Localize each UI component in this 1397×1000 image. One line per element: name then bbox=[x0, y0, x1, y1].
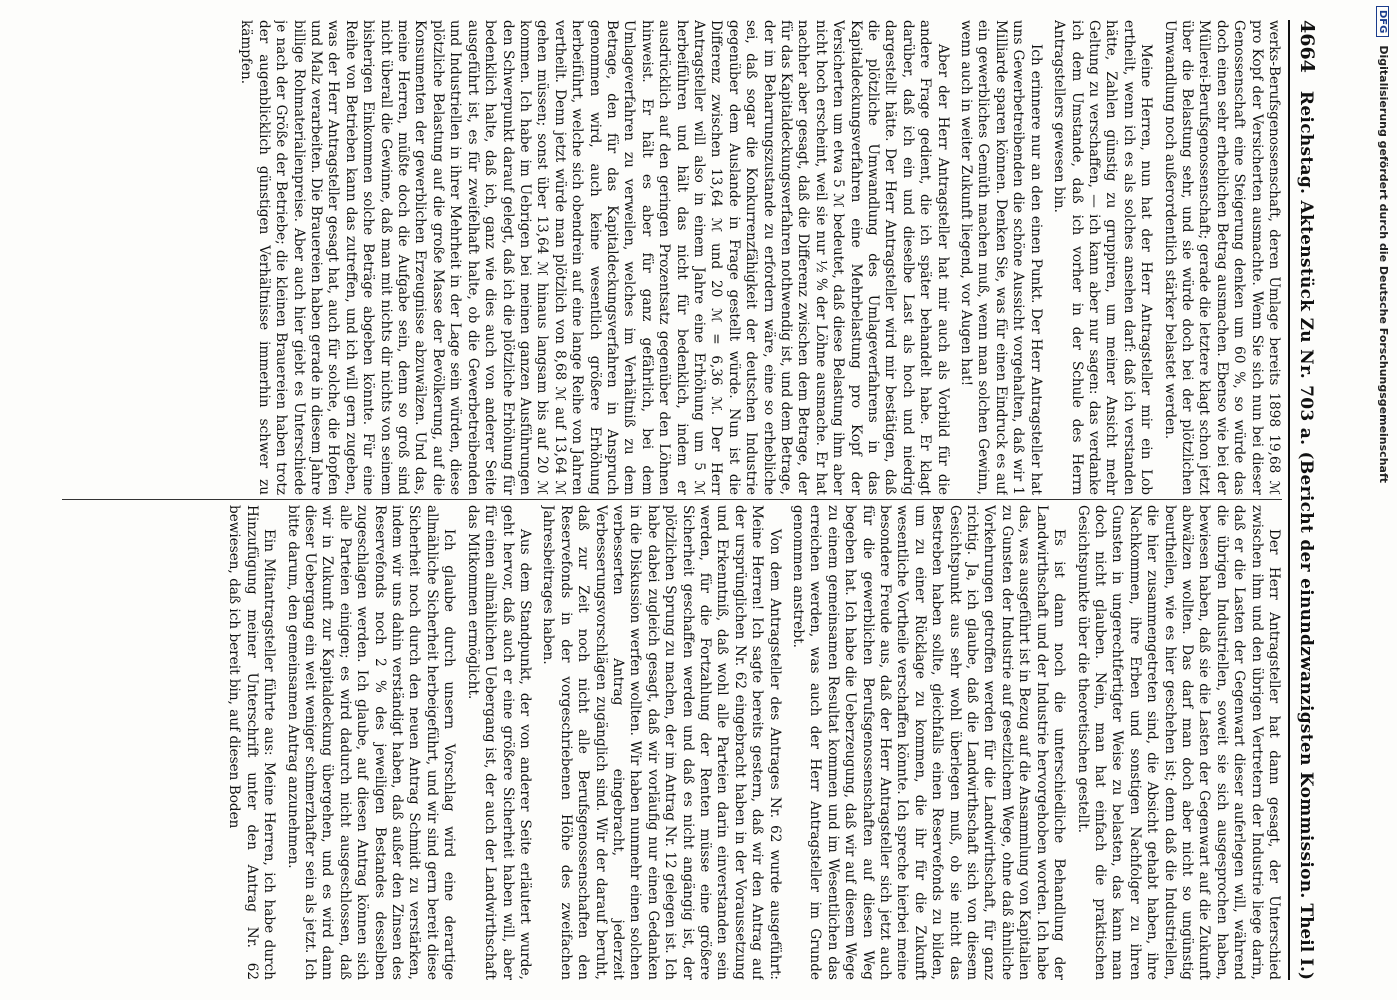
right-column bbox=[62, 505, 1282, 980]
paragraph: Ein Mitantragsteller führte aus: Meine Herren, ich habe durch Hinzufügung meiner Unterschrift unter den Antrag Nr. 62 bewiesen, daß ich bereit bin, auf diesen Boden bbox=[226, 505, 278, 980]
paragraph: Meine Herren, nun hat der Herr Antragsteller mir ein Lob ertheilt, wenn ich es als solches ansehen darf: daß ich verstanden hätte, Zahlen günstig zu gruppiren, um meiner Ansicht mehr Geltung zu verschaffen, — ich kann aber nur sagen: das verdanke ich dem Umstande, daß ich vorher in der Schule des Herrn Antragstellers gewesen bin. bbox=[1051, 20, 1155, 495]
page-number: 4664 bbox=[1296, 20, 1318, 73]
paragraph: Der Herr Antragsteller hat dann gesagt, der Unterschied zwischen ihm und den übrigen Vertretern der Industrie liege darin, daß er die Lasten der Gegenwart dieser auferlegen will, während die übrigen Industriellen, soweit sie sich ausgesprochen haben, bewiesen haben, daß sie die Lasten der Gegenwart auf die Zukunft abwälzen wollten. Das darf man doch aber nicht so ungünstig beurtheilen, wie es hier geschehen ist; denn daß die Industriellen, die hier zusammengetreten sind, die Absicht gehabt haben, ihre Nachkommen, ihre Erben und sonstigen Nachfolger zu ihren Gunsten in ungerechtfertigter Weise zu belasten, das kann man doch nicht glauben. Nein, man hat einfach die praktischen Gesichtspunkte über die theoretischen gestellt. bbox=[1074, 505, 1282, 980]
dfg-logo: DFG bbox=[1376, 6, 1389, 37]
credit-text: Digitalisierung gefördert durch die Deutsche Forschungsgemeinschaft bbox=[1377, 45, 1390, 484]
paragraph: Aber der Herr Antragsteller hat mir auch als Vorbild für die andere Frage gedient, die ich später behandelt habe. Er klagt darüber, daß ich ein und dieselbe Last als hoch und niedrig dargestellt hätte. Der Herr Antragsteller wird mir bestätigen, daß die plötzliche Umwandlung des Umlageverfahrens in das Kapitaldeckungsverfahren eine Mehrbelastung pro Kopf der Versicherten um etwa 5 ℳ bedeutet, daß diese Belastung ihm aber nicht hoch erscheint, weil sie nur ½ % der Löhne ausmache. Er hat nachher aber gesagt, daß die Differenz zwischen dem Betrage, der für das Kapitaldeckungsverfahren nothwendig ist, und dem Betrage, der im Beharrungszustande zu erfordern wäre, eine so erhebliche sei, daß sogar die Konkurrenzfähigkeit der deutschen Industrie gegenüber dem Auslande in Frage gestellt würde. Nun ist die Differenz zwischen 13,64 ℳ und 20 ℳ = 6,36 ℳ. Der Herr Antragsteller will also in einem Jahre eine Erhöhung um 5 ℳ herbeiführen und hält das nicht für bedenklich, indem er ausdrücklich auf den geringen Prozentsatz gegenüber den Löhnen hinweist. Er hält es aber für ganz gefährlich, bei dem Umlageverfahren zu verweilen, welches im Verhältniß zu dem Betrage, den für das Kapitaldeckungsverfahren in Anspruch genommen wird, auch keine wesentlich größere Erhöhung herbeiführt, welche sich obendrein auf eine lange Reihe von Jahren vertheilt. Denn jetzt würde man plötzlich von 8,68 ℳ auf 13,64 ℳ gehen müssen; sonst über 13,64 ℳ hinaus langsam bis auf 20 ℳ kommen. Ich habe im Uebrigen bei meinen ganzen Ausführungen den Schwerpunkt darauf gelegt, daß ich die plötzliche Erhöhung für bedenklich halte, daß ich, ganz wie dies auch von anderer Seite ausgeführt ist, es für zweifelhaft halte, ob die Gewerbetreibenden und Industriellen in ihrer Mehrheit in der Lage sein würden, diese plötzliche Belastung auf die große Masse der Bevölkerung, auf die Konsumenten der gewerblichen Erzeugnisse abzuwälzen. Und das, meine Herren, müßte doch die Aufgabe sein, denn so groß sind nicht überall die Gewinne, daß man mit nichts dir nichts von seinem bisherigen Einkommen solche Beträge abgeben könnte. Für eine Reihe von Betrieben kann das zutreffen, und ich will gern zugeben, was der Herr Antragsteller gesagt hat, auch für solche, die Hopfen und Malz verarbeiten. Die Brauereien haben gerade in diesem Jahre billige Rohmaterialienpreise. Aber auch hier giebt es Unterschiede je nach der Größe der Betriebe; die kleinen Brauereien haben trotz der augenblicklich günstigen Verhältnisse immerhin schwer zu kämpfen. bbox=[238, 20, 951, 495]
column-divider bbox=[62, 495, 1282, 505]
part-label: Theil I.) bbox=[1296, 903, 1316, 980]
paragraph: Es ist dann noch die unterschiedliche Behandlung der Landwirthschaft und der Industrie hervorgehoben worden. Ich habe das, was ausgeführt ist in Bezug auf die Ansammlung von Kapitalien zu Gunsten der Industrie auf gesetzlichem Wege, ohne daß ähnliche Vorkehrungen getroffen werden für die Landwirthschaft, für ganz richtig. Ja, ich glaube, daß die Landwirthschaft sich von diesem Gesichtspunkt aus sehr wohl überlegen muß, ob sie nicht das Bestreben haben sollte, gleichfalls einen Reservefonds zu bilden, um zu einer Rücklage zu kommen, die ihr für die Zukunft wesentliche Vortheile verschaffen könnte. Ich spreche hierbei meine besondere Freude aus, daß der Herr Antragsteller sich jetzt auch für die gewerblichen Berufsgenossenschaften auf diesen Weg begeben hat. Ich habe die Ueberzeugung, daß wir auf diesem Wege zu einem gemeinsamen Resultat kommen und im Wesentlichen das erreichen werden, was auch der Herr Antragsteller im Grunde genommen anstrebt. bbox=[790, 505, 1068, 980]
paragraph: Von dem Antragsteller des Antrages Nr. 62 wurde ausgeführt: Meine Herren! Ich sagte bereits gestern, daß wir den Antrag auf der ursprünglichen Nr. 62 eingebracht haben in der Voraussetzung und Erkenntniß, daß wohl alle Parteien darin einverstanden sein werden, für die Fortzahlung der Renten müsse eine größere Sicherheit geschaffen werden und daß es nicht angängig ist, der plötzlichen Sprung zu machen, der im Antrag Nr. 12 gelegen ist. Ich habe dabei zugleich gesagt, daß wir vorläufig nur einen Gedanken in die Diskussion werfen wollten. Wir haben nunmehr einen solchen verbesserten Antrag eingebracht, jederzeit Verbesserungsvorschlägen zugänglich sind. Wir der darauf beruht, daß zur Zeit noch nicht alle Berufsgenossenschaften den Reservefonds in der vorgeschriebenen Höhe des zweifachen Jahresbeitrages haben. bbox=[540, 505, 783, 980]
paragraph: Ich erinnere nur an den einen Punkt. Der Herr Antragsteller hat uns Gewerbetreibenden die schöne Aussicht vorgehalten, daß wir 1 Milliarde sparen können. Denken Sie, was für einen Eindruck es auf ein gewerbliches Gemüth machen muß, wenn man solchen Gewinn, wenn auch in weiter Zukunft liegend, vor Augen hat! bbox=[958, 20, 1044, 495]
text-columns bbox=[62, 20, 1282, 980]
page-header bbox=[1288, 20, 1340, 980]
left-column bbox=[62, 20, 1282, 495]
rotated-page-content bbox=[50, 20, 1340, 980]
digitization-credit bbox=[1372, 6, 1394, 994]
paragraph: Ich glaube durch unsern Vorschlag wird eine derartige allmähliche Sicherheit herbeigeführt, und wir sind gern bereit diese Sicherheit noch durch den neuen Antrag Schmidt zu verstärken, indem wir uns dahin verständigt haben, daß außer den Zinsen des Reservefonds noch 2 % des jeweiligen Bestandes desselben zugeschlagen werden. Ich glaube, auf diesen Antrag können sich alle Parteien einigen; es wird dadurch nicht ausgeschlossen, daß wir in Zukunft zur Kapitaldeckung übergehen, und es wird dann dieser Uebergang ein weit weniger schmerzhafter sein als jetzt. Ich bitte darum, den gemeinsamen Antrag anzunehmen. bbox=[284, 505, 458, 980]
page-title: Reichstag. Aktenstück Zu Nr. 703 a. (Bericht der einundzwanzigsten Kommission. bbox=[1296, 90, 1316, 899]
paragraph: Aus dem Standpunkt, der von anderer Seite erläutert wurde, geht hervor, daß auch er eine größere Sicherheit haben will, aber für einen allmählichen Uebergang ist, der auch der Landwirthschaft das Mitkommen ermöglicht. bbox=[464, 505, 533, 980]
paragraph: werks-Berufsgenossenschaft, deren Umlage bereits 1898 19,68 ℳ pro Kopf der Versicherten ausmachte. Wenn Sie sich nun bei dieser Genossenschaft eine Steigerung denken um 60 %, so würde das doch einen sehr erheblichen Betrag ausmachen. Ebenso wie bei der Müllerei-Berufsgenossenschaft; gerade die letztere klagt schon jetzt über die Belastung sehr, und sie würde doch bei der plötzlichen Umwandlung noch außerordentlich stärker belastet werden. bbox=[1161, 20, 1282, 495]
